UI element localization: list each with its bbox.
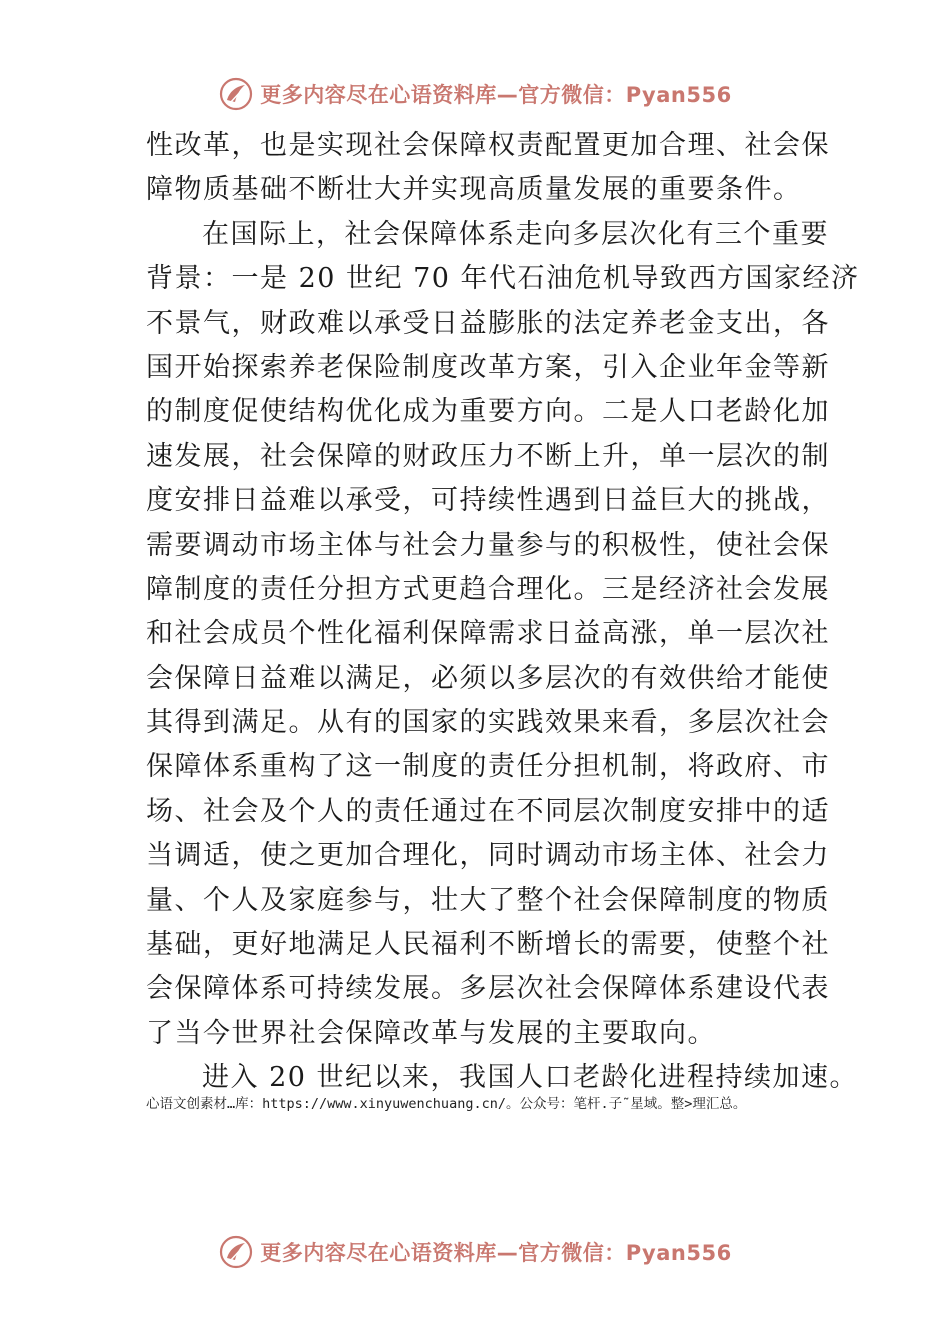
source-note: 心语文创素材…库：https://www.xinyuwenchuang.cn/。公众号：笔杆.子˜星域。整>理汇总。 xyxy=(146,1096,747,1112)
text-line: 在国际上，社会保障体系走向多层次化有三个重要 xyxy=(202,218,829,250)
text-line: 保障体系重构了这一制度的责任分担机制，将政府、市 xyxy=(146,751,830,783)
logo-icon xyxy=(218,1234,254,1270)
text-line: 会保障体系可持续发展。多层次社会保障体系建设代表 xyxy=(146,973,830,1005)
text-line: 障物质基础不断壮大并实现高质量发展的重要条件。 xyxy=(146,174,802,206)
text-line: 背景：一是 20 世纪 70 年代石油危机导致西方国家经济 xyxy=(146,263,860,295)
logo-icon xyxy=(218,76,254,112)
text-line: 了当今世界社会保障改革与发展的主要取向。 xyxy=(146,1017,716,1049)
text-line: 量、个人及家庭参与，壮大了整个社会保障制度的物质 xyxy=(146,884,830,916)
text-line: 和社会成员个性化福利保障需求日益高涨，单一层次社 xyxy=(146,618,830,650)
text-line: 其得到满足。从有的国家的实践效果来看，多层次社会 xyxy=(146,707,830,739)
text-line: 性改革，也是实现社会保障权责配置更加合理、社会保 xyxy=(146,130,830,161)
text-line: 场、社会及个人的责任通过在不同层次制度安排中的适 xyxy=(146,795,830,827)
document-body xyxy=(146,124,860,1101)
text-line: 基础，更好地满足人民福利不断增长的需要，使整个社 xyxy=(146,929,830,961)
text-line: 国开始探索养老保险制度改革方案，引入企业年金等新 xyxy=(146,351,830,383)
text-line: 当调适，使之更加合理化，同时调动市场主体、社会力 xyxy=(146,840,830,872)
paragraph xyxy=(146,124,830,213)
paragraph xyxy=(146,213,860,1056)
footer-banner xyxy=(0,1232,950,1272)
text-line: 需要调动市场主体与社会力量参与的积极性，使社会保 xyxy=(146,529,830,561)
text-line: 的制度促使结构优化成为重要方向。二是人口老龄化加 xyxy=(146,396,830,428)
text-line: 障制度的责任分担方式更趋合理化。三是经济社会发展 xyxy=(146,573,830,605)
header-banner xyxy=(0,74,950,114)
banner-text: 更多内容尽在心语资料库—官方微信：Pyan556 xyxy=(260,83,732,107)
text-line: 进入 20 世纪以来，我国人口老龄化进程持续加速。 xyxy=(202,1062,859,1094)
text-line: 速发展，社会保障的财政压力不断上升，单一层次的制 xyxy=(146,440,830,472)
text-line: 不景气，财政难以承受日益膨胀的法定养老金支出，各 xyxy=(146,307,830,339)
text-line: 会保障日益难以满足，必须以多层次的有效供给才能使 xyxy=(146,662,830,694)
text-line: 度安排日益难以承受，可持续性遇到日益巨大的挑战， xyxy=(146,485,830,517)
banner-text: 更多内容尽在心语资料库—官方微信：Pyan556 xyxy=(260,1241,732,1265)
